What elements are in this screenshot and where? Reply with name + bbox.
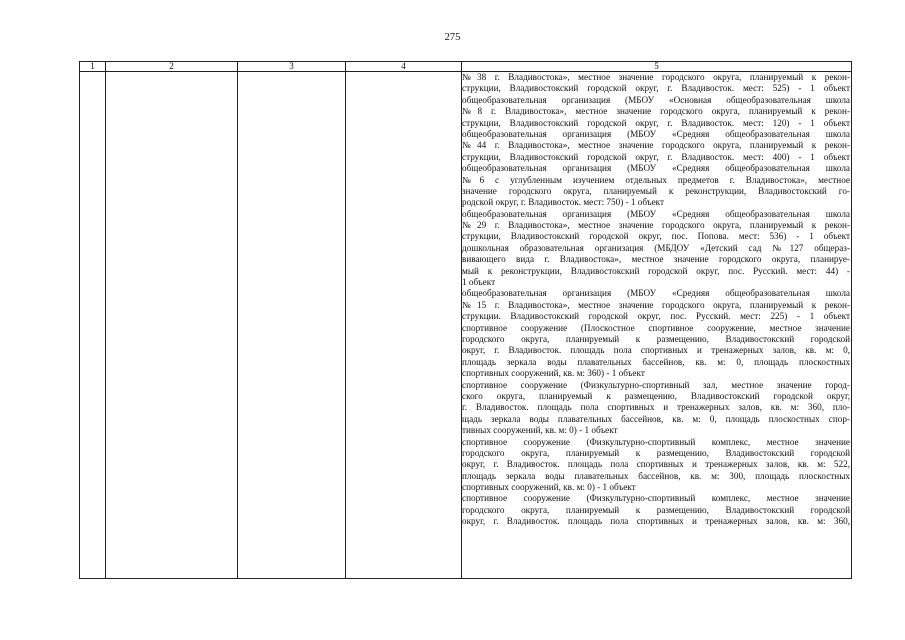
text-line: струкции, Владивостокский городской округ, пос. Попова. мест: 536) - 1 объект bbox=[462, 231, 850, 242]
text-line: №6 с углубленным изучением отдельных предметов г. Владивостока», местное bbox=[462, 174, 850, 185]
document-table bbox=[79, 61, 852, 579]
column-header-5: 5 bbox=[654, 61, 659, 71]
text-line: спортивных сооружений, кв. м: 360) - 1 объект bbox=[462, 368, 645, 379]
text-line: спортивных сооружений, кв. м: 0) - 1 объект bbox=[462, 482, 636, 493]
table-header-row bbox=[80, 62, 851, 72]
text-line: мый к реконструкции, Владивостокский городской округ, пос. Русский. мест: 44) - bbox=[462, 265, 850, 276]
column-divider-1 bbox=[105, 62, 106, 578]
text-line: общеобразовательная организация (МБОУ «Средняя общеобразовательная школа bbox=[462, 208, 850, 219]
text-line: спортивное сооружение (Физкультурно-спортивный зал, местное значение город- bbox=[462, 379, 850, 390]
text-line: родской округ, г. Владивосток. мест: 750) - 1 объект bbox=[462, 197, 665, 208]
text-line: городского округа, планируемый к размещению, Владивостокский городской bbox=[462, 447, 850, 458]
text-line: округ, г. Владивосток. площадь пола спортивных и тренажерных залов, кв. м: 0, bbox=[462, 345, 850, 356]
text-line: городского округа, планируемый к размещению, Владивостокский городской bbox=[462, 504, 850, 515]
column-header-2: 2 bbox=[169, 61, 174, 71]
text-line: общеобразовательная организация (МБОУ «Средняя общеобразовательная школа bbox=[462, 163, 850, 174]
text-line: №44 г. Владивостока», местное значение городского округа, планируемый к рекон- bbox=[462, 140, 850, 151]
text-line: площадь зеркала воды плавательных бассейнов, кв. м: 300, площадь плоскостных bbox=[462, 470, 850, 481]
text-line: общеобразовательная организация (МБОУ «Средняя общеобразовательная школа bbox=[462, 128, 850, 139]
page-number: 275 bbox=[444, 32, 461, 43]
text-line: общеобразовательная организация (МБОУ «Основная общеобразовательная школа bbox=[462, 94, 850, 105]
text-line: спортивное сооружение (Плоскостное спортивное сооружение, местное значение bbox=[462, 322, 850, 333]
column-divider-3 bbox=[345, 62, 346, 578]
text-line: округ, г. Владивосток. площадь пола спортивных и тренажерных залов, кв. м: 522, bbox=[462, 459, 850, 470]
text-line: №29 г. Владивостока», местное значение городского округа, планируемый к рекон- bbox=[462, 220, 850, 231]
column-header-1: 1 bbox=[90, 61, 95, 71]
text-line: значение городского округа, планируемый к реконструкции, Владивостокский го- bbox=[462, 185, 850, 196]
column-header-3: 3 bbox=[289, 61, 294, 71]
text-line: общеобразовательная организация (МБОУ «Средняя общеобразовательная школа bbox=[462, 288, 850, 299]
text-line: ского округа, планируемый к размещению, Владивостокский городской округ, bbox=[462, 390, 850, 401]
text-line: тивных сооружений, кв. м: 0) - 1 объект bbox=[462, 425, 618, 436]
text-line: 1 объект bbox=[462, 277, 496, 288]
text-line: спортивное сооружение (Физкультурно-спортивный комплекс, местное значение bbox=[462, 493, 850, 504]
column-divider-2 bbox=[237, 62, 238, 578]
column-5-text bbox=[462, 72, 850, 577]
text-line: дошкольная образовательная организация (МБДОУ «Детский сад №127 общераз- bbox=[462, 242, 850, 253]
text-line: спортивное сооружение (Физкультурно-спортивный комплекс, местное значение bbox=[462, 436, 850, 447]
text-line: округ, г. Владивосток. площадь пола спортивных и тренажерных залов, кв. м: 360, bbox=[462, 516, 850, 527]
text-line: струкции, Владивостокский городской округ, г. Владивосток. мест: 400) - 1 объект bbox=[462, 151, 850, 162]
text-line: площадь зеркала воды плавательных бассейнов, кв. м: 0, площадь плоскостных bbox=[462, 356, 850, 367]
column-header-4: 4 bbox=[401, 61, 406, 71]
text-line: городского округа, планируемый к размещению, Владивостокский городской bbox=[462, 333, 850, 344]
text-line: струкции. Владивостокский городской округ, пос. Русский. мест: 225) - 1 объект bbox=[462, 311, 850, 322]
text-line: струкции, Владивостокский городской округ, г. Владивосток. мест: 120) - 1 объект bbox=[462, 117, 850, 128]
text-line: №15 г. Владивостока», местное значение городского округа, планируемый к рекон- bbox=[462, 299, 850, 310]
text-line: щадь зеркала воды плавательных бассейнов, кв. м: 0, площадь плоскостных спор- bbox=[462, 413, 850, 424]
text-line: вивающего вида г. Владивостока», местное значение городского округа, планируе- bbox=[462, 254, 850, 265]
text-line: струкции, Владивостокский городской округ, г. Владивосток. мест: 525) - 1 объект bbox=[462, 83, 850, 94]
text-line: г. Владивосток. площадь пола спортивных и тренажерных залов, кв. м: 360, пло- bbox=[462, 402, 850, 413]
text-line: №38 г. Владивостока», местное значение городского округа, планируемый к рекон- bbox=[462, 72, 850, 82]
text-line: №8 г. Владивостока», местное значение городского округа, планируемый к рекон- bbox=[462, 106, 850, 117]
